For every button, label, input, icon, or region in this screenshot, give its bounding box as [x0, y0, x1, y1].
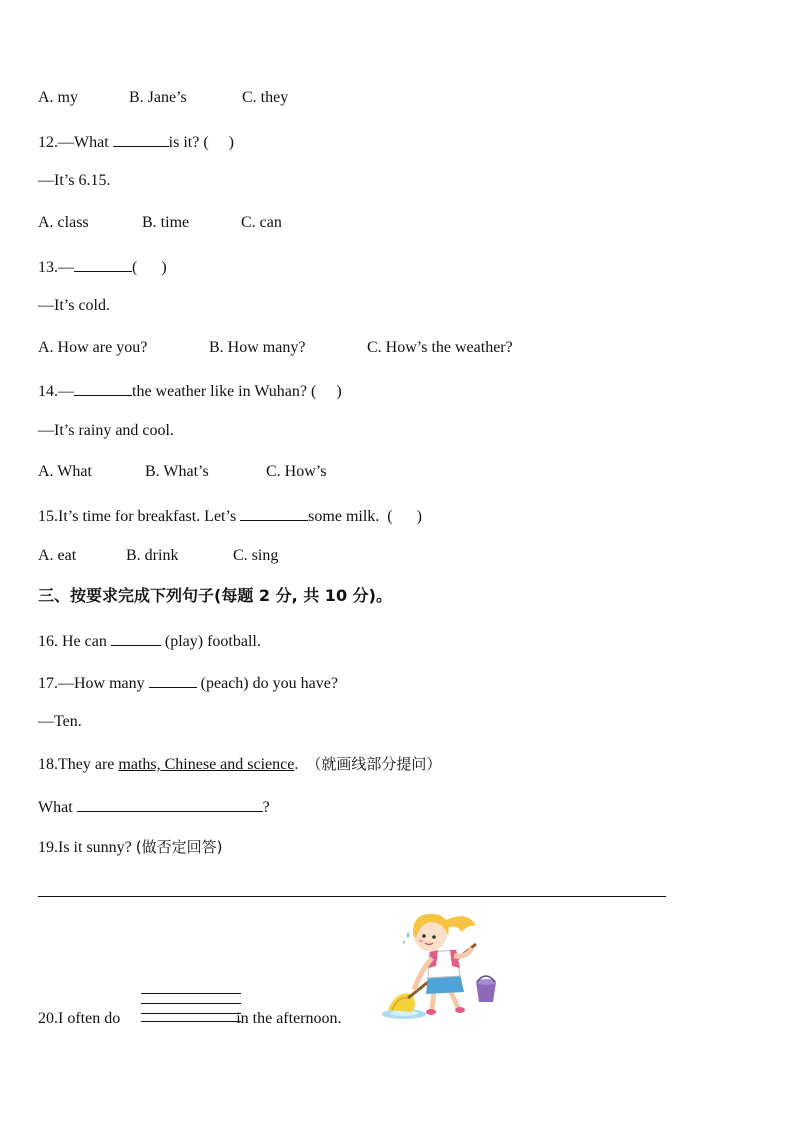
- q19-question: 19.Is it sunny? (做否定回答): [38, 838, 223, 856]
- q13-option-c: C. How’s the weather?: [367, 339, 513, 356]
- q13-blank[interactable]: [74, 255, 132, 272]
- q13-option-a: A. How are you?: [38, 339, 148, 356]
- section-heading: 三、按要求完成下列句子(每题 2 分, 共 10 分)。: [38, 586, 392, 605]
- q12-option-c: C. can: [241, 214, 282, 231]
- q19-instruction: (做否定回答): [135, 838, 223, 856]
- q18-blank[interactable]: [77, 795, 263, 812]
- q15-option-a: A. eat: [38, 547, 77, 564]
- q12-option-a: A. class: [38, 214, 89, 231]
- q14-option-c: C. How’s: [266, 463, 327, 480]
- q16-question: 16. He can (play) football.: [38, 629, 261, 652]
- q18-rewrite: What ?: [38, 795, 270, 818]
- q14-answer: —It’s rainy and cool.: [38, 422, 174, 439]
- q14-option-a: A. What: [38, 463, 92, 480]
- q18-question: 18.They are maths, Chinese and science. （就画线部分提问）: [38, 755, 442, 773]
- q18-instruction: （就画线部分提问）: [306, 755, 442, 773]
- q11-option-b: B. Jane’s: [129, 89, 187, 106]
- q15-blank[interactable]: [240, 504, 308, 521]
- q16-blank[interactable]: [111, 629, 161, 646]
- q17-question: 17.—How many (peach) do you have?: [38, 671, 338, 694]
- q11-option-c: C. they: [242, 89, 289, 106]
- q14-option-b: B. What’s: [145, 463, 209, 480]
- q12-blank[interactable]: [113, 130, 169, 147]
- q11-option-a: A. my: [38, 89, 78, 106]
- q14-question: 14.— the weather like in Wuhan? ( ): [38, 379, 342, 402]
- q13-answer: —It’s cold.: [38, 297, 110, 314]
- q13-question: 13.— ( ): [38, 255, 167, 278]
- q15-option-b: B. drink: [126, 547, 179, 564]
- q20-question: 20.I often do in the afternoon.: [38, 1010, 342, 1027]
- q12-question: 12.—What is it? ( ): [38, 130, 234, 153]
- q13-option-b: B. How many?: [209, 339, 306, 356]
- q12-answer: —It’s 6.15.: [38, 172, 111, 189]
- q18-underlined-part: maths, Chinese and science: [118, 756, 295, 773]
- q19-answer-line[interactable]: [38, 896, 666, 897]
- q17-blank[interactable]: [149, 671, 197, 688]
- q12-option-b: B. time: [142, 214, 190, 231]
- q17-answer: —Ten.: [38, 713, 82, 730]
- q15-option-c: C. sing: [233, 547, 279, 564]
- q15-question: 15.It’s time for breakfast. Let’s some milk. ( ): [38, 504, 422, 527]
- q14-blank[interactable]: [74, 379, 132, 396]
- girl-mopping-illustration: [378, 906, 504, 1026]
